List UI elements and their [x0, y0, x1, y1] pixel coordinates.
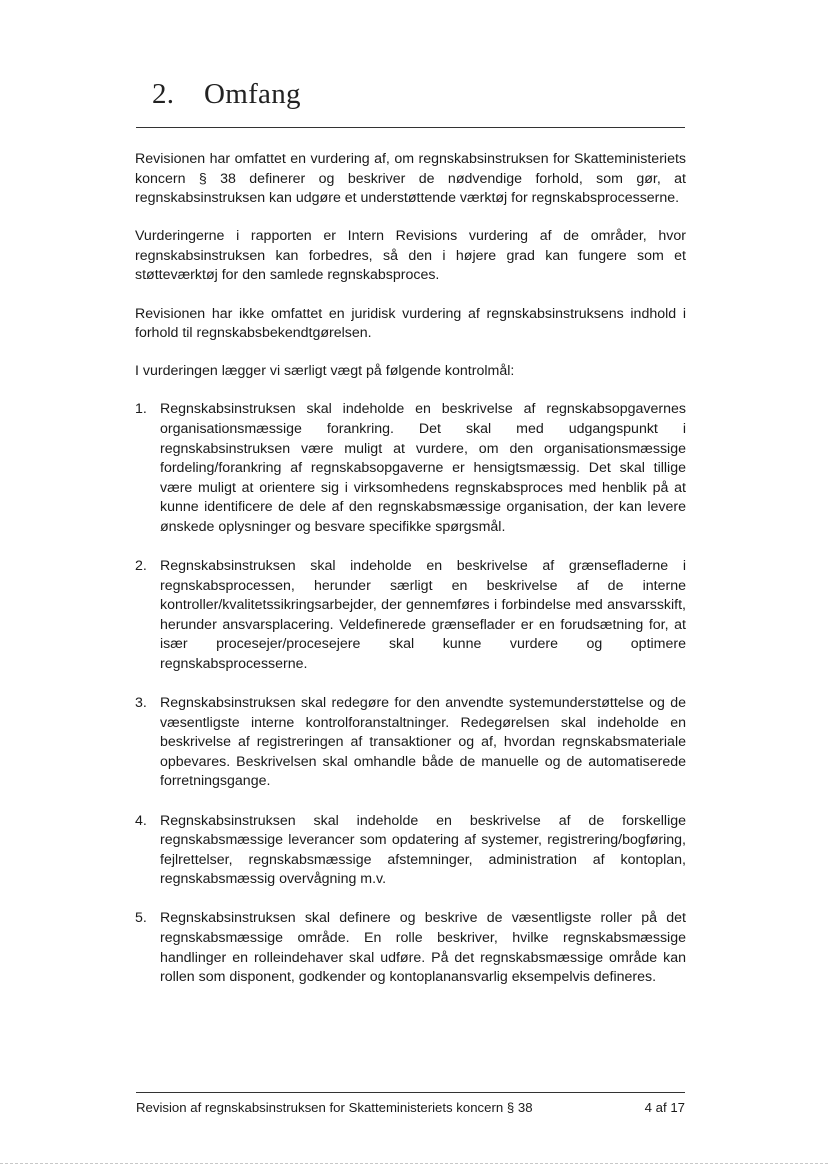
control-goals-list — [135, 400, 686, 987]
section-body — [135, 150, 686, 1007]
paragraph-scope: Revisionen har omfattet en vurdering af, om regnskabsinstruksen for Skatteministeriets koncern § 38 definerer og beskriver de nødvendige forhold, som gør, at regnskabsinstruksen kan udgøre et understøttende værktøj for regnskabsprocesserne. — [135, 151, 686, 207]
list-item-number: 2. — [135, 558, 147, 574]
footer-divider — [136, 1092, 685, 1093]
list-item-number: 4. — [135, 812, 147, 829]
footer-page-number: 4 af 17 — [644, 1100, 685, 1115]
list-item — [135, 694, 686, 792]
heading-divider — [136, 127, 685, 128]
list-item — [135, 909, 686, 987]
paragraph-exclusion: Revisionen har ikke omfattet en juridisk vurdering af regnskabsinstruksens indhold i forhold til regnskabsbekendtgørelsen. — [135, 305, 686, 342]
list-item-text: Regnskabsinstruksen skal indeholde en beskrivelse af de forskellige regnskabsmæssige leverancer som opdatering af systemer, registrering/bogføring, fejlrettelser, regnskabsmæssige afstemninger, administration af kontoplan, regnskabsmæssig overvågning m.v. — [160, 812, 686, 888]
list-item-number: 5. — [135, 910, 147, 927]
list-item-text: Regnskabsinstruksen skal redegøre for den anvendte systemunderstøttelse og de væsentligste interne kontrolforanstaltninger. Redegørelsen skal indeholde en beskrivelse af registreringen af transaktioner og af, hvordan regnskabsmateriale opbevares. Beskrivelsen skal omhandle både de manuelle og de automatiserede forretningsgange. — [160, 695, 686, 790]
list-item — [135, 400, 686, 537]
section-title: Omfang — [204, 78, 301, 110]
paragraph-control-goals-intro: I vurderingen lægger vi særligt vægt på følgende kontrolmål: — [135, 363, 515, 380]
list-item-text: Regnskabsinstruksen skal indeholde en beskrivelse af regnskabsopgavernes organisationsmæssige forankring. Det skal med udgangspunkt i regnskabsinstruksen være muligt at vurdere, om den organisationsmæssige fordeling/forankring af regnskabsopgaverne er hensigtsmæssig. Det skal tillige være muligt at orientere sig i virksomhedens regnskabsproces med henblik på at kunne identificere de dele af den regnskabsmæssige organisation, der kan levere ønskede oplysninger og besvare specifikke spørgsmål. — [160, 401, 686, 535]
section-heading — [152, 78, 301, 111]
list-item-number: 1. — [135, 401, 147, 418]
list-item-text: Regnskabsinstruksen skal definere og beskrive de væsentligste roller på det regnskabsmæssige område. En rolle beskriver, hvilke regnskabsmæssige handlinger en rolleindehaver skal udføre. På det regnskabsmæssige område kan rollen som disponent, godkender og kontoplanansvarlig eksempelvis defineres. — [160, 910, 686, 986]
section-number: 2. — [152, 78, 175, 110]
list-item-text: Regnskabsinstruksen skal indeholde en beskrivelse af grænsefladerne i regnskabsprocessen, herunder særligt en beskrivelse af de interne kontroller/kvalitetssikringsarbejder, der gennemføres i forbindelse med ansvarsskift, herunder ansvarsplacering. Veldefinerede grænseflader er en forudsætning for, at især procesejer/procesejere skal kunne vurdere og optimere regnskabsprocesserne. — [160, 558, 686, 672]
list-item — [135, 557, 686, 675]
footer-document-title: Revision af regnskabsinstruksen for Skatteministeriets koncern § 38 — [136, 1100, 533, 1115]
page-edge-divider — [0, 1163, 828, 1164]
list-item-number: 3. — [135, 695, 147, 712]
paragraph-assessment: Vurderingerne i rapporten er Intern Revisions vurdering af de områder, hvor regnskabsinstruksen kan forbedres, så den i højere grad kan fungere som et støtteværktøj for den samlede regnskabsproces. — [135, 228, 686, 284]
list-item — [135, 812, 686, 890]
